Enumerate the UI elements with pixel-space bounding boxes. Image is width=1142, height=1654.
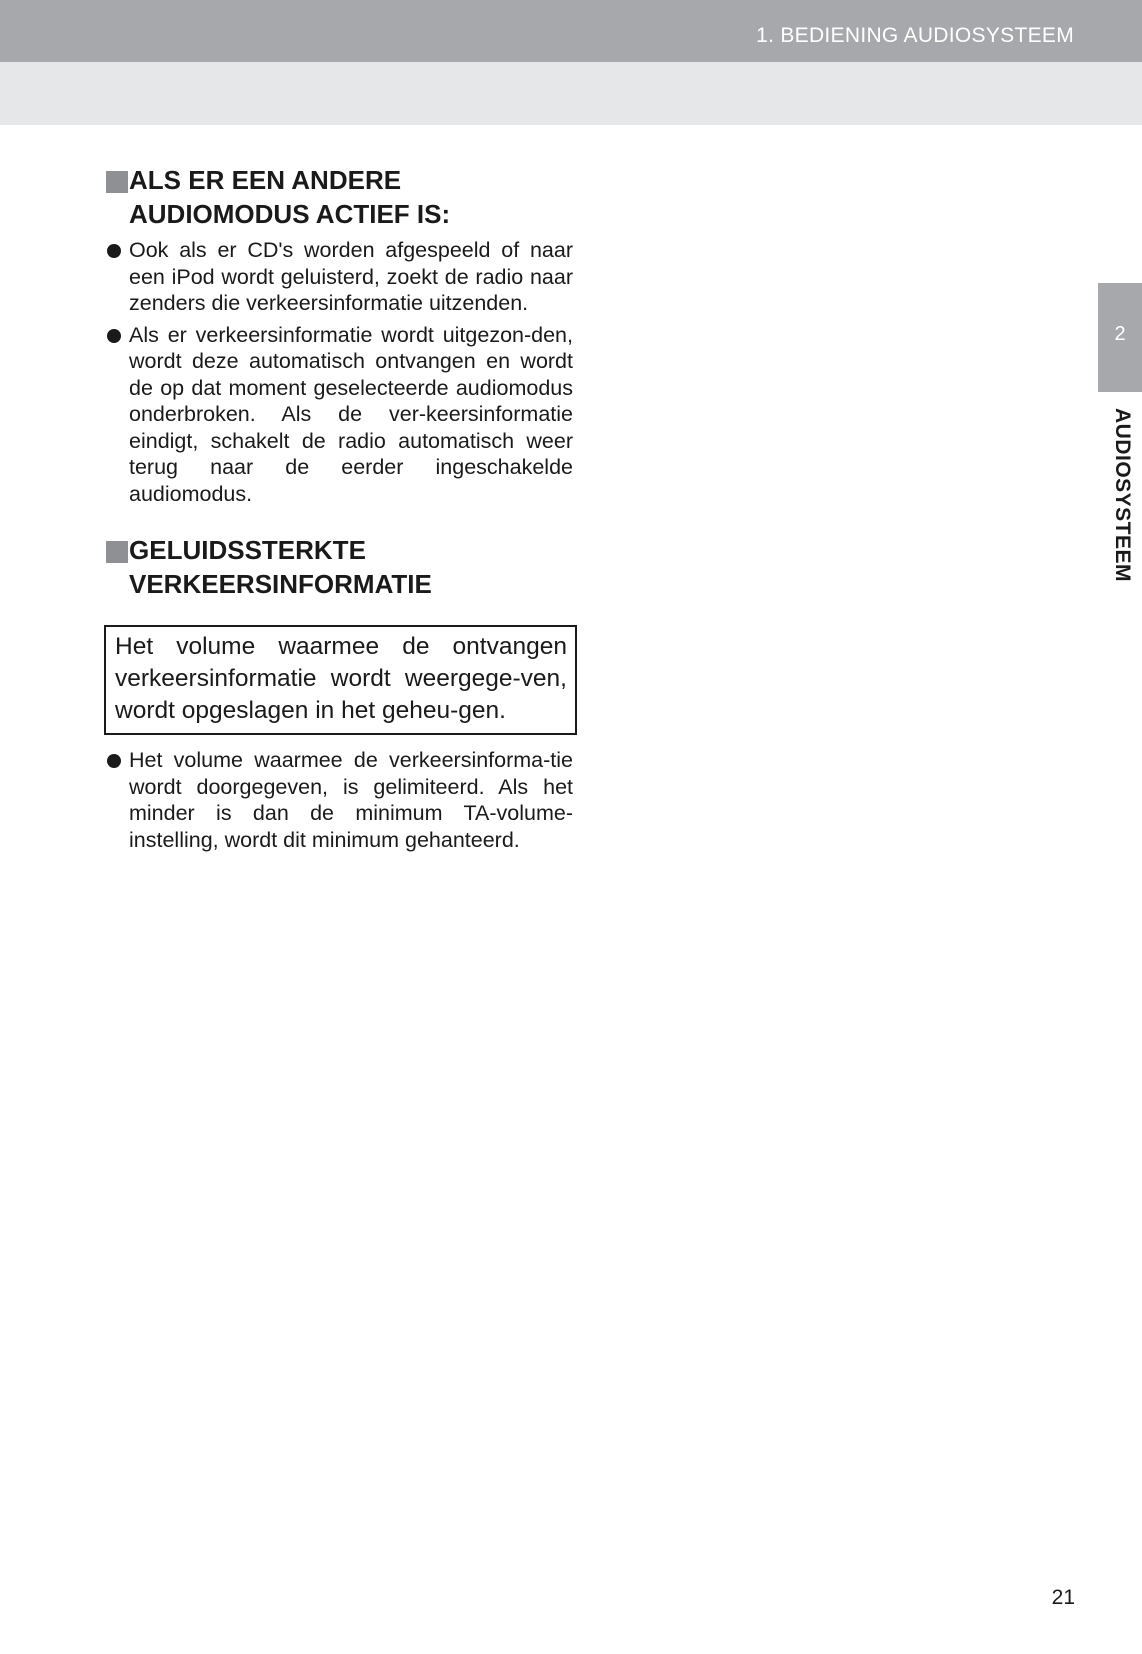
page-number: 21 [1051, 1586, 1075, 1609]
list-item [103, 322, 573, 508]
section-heading [103, 533, 573, 601]
header-title: 1. BEDIENING AUDIOSYSTEEM [756, 24, 1074, 47]
note-box: Het volume waarmee de ontvangen verkeersinformatie wordt weergege-ven, wordt opgeslagen in het geheu-gen. [104, 625, 577, 735]
bullet-dot-icon [107, 754, 121, 768]
list-item [103, 747, 573, 853]
chapter-label-text: AUDIOSYSTEEM [1111, 408, 1134, 583]
list-item [103, 237, 573, 317]
chapter-tab[interactable] [1098, 283, 1142, 392]
header-bar [0, 0, 1142, 62]
section-traffic-info-volume [103, 533, 573, 853]
section-heading [103, 163, 573, 231]
heading-line-1: GELUIDSSTERKTE [129, 535, 366, 565]
bullet-dot-icon [107, 244, 121, 258]
heading-line-2: VERKEERSINFORMATIE [129, 569, 432, 599]
chapter-number: 2 [1114, 323, 1126, 345]
main-content [103, 163, 573, 858]
header-band [0, 62, 1142, 125]
heading-line-1: ALS ER EEN ANDERE [129, 165, 402, 195]
chapter-label [1098, 408, 1142, 588]
heading-square-icon [106, 171, 128, 193]
heading-line-2: AUDIOMODUS ACTIEF IS: [129, 199, 451, 229]
bullet-text: Als er verkeersinformatie wordt uitgezon-den, wordt deze automatisch ontvangen en wordt de op dat moment geselecteerde audiomodus onderbroken. Als de ver-keersinformatie eindigt, schakelt de radio automatisch weer terug naar de eerder ingeschakelde audiomodus. [129, 322, 573, 506]
section-other-audio-mode [103, 163, 573, 507]
bullet-list [103, 747, 573, 853]
heading-square-icon [106, 541, 128, 563]
bullet-text: Het volume waarmee de verkeersinforma-tie wordt doorgegeven, is gelimiteerd. Als het minder is dan de minimum TA-volume-instelling, wordt dit minimum gehanteerd. [129, 748, 573, 852]
bullet-list [103, 237, 573, 507]
bullet-text: Ook als er CD's worden afgespeeld of naar een iPod wordt geluisterd, zoekt de radio naar zenders die verkeersinformatie uitzenden. [129, 238, 573, 315]
bullet-dot-icon [107, 329, 121, 343]
